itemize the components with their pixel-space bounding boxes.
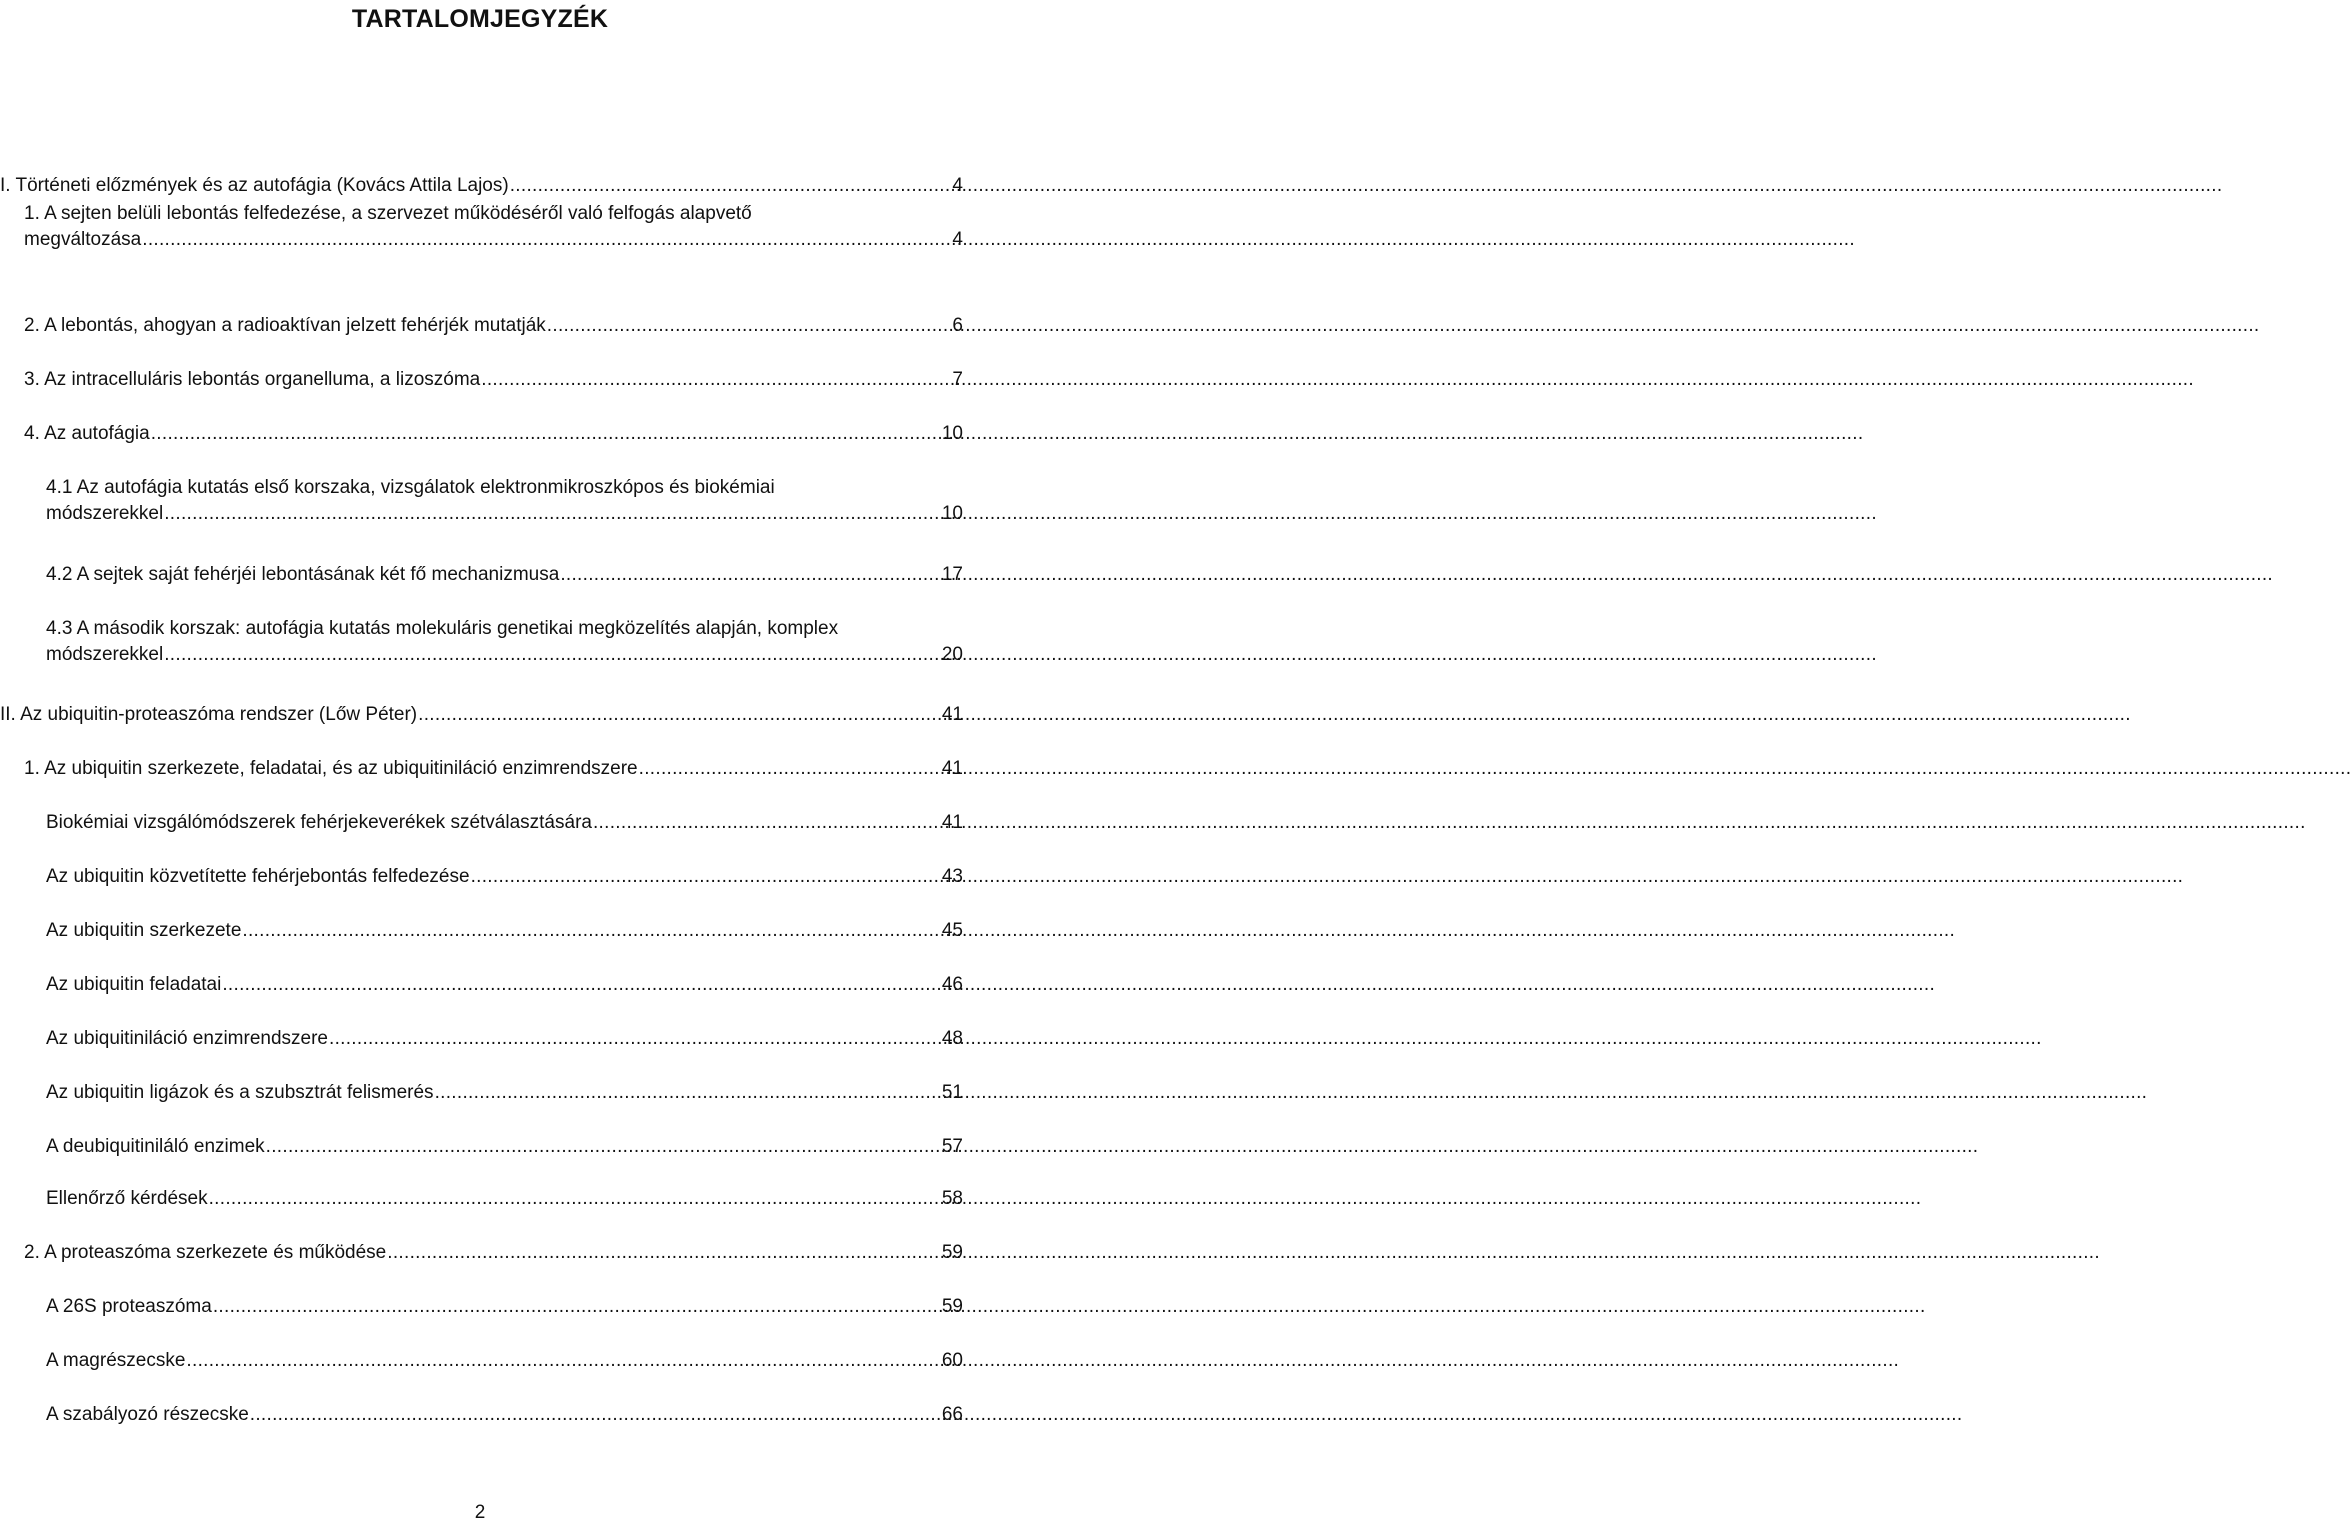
toc-dot-leader [547, 313, 952, 339]
toc-dot-leader [387, 1240, 941, 1266]
toc-entry[interactable] [46, 616, 963, 668]
toc-entry[interactable] [24, 367, 963, 393]
toc-dot-leader [435, 1080, 941, 1106]
toc-entry-page: 43 [941, 866, 963, 887]
toc-dot-leader [242, 918, 940, 944]
toc-entry-page: 60 [941, 1350, 963, 1371]
toc-entry-page: 41 [941, 758, 963, 779]
toc-entry[interactable] [46, 562, 963, 588]
toc-entry-title: A magrészecske [46, 1350, 186, 1371]
toc-entry[interactable] [24, 421, 963, 447]
toc-entry[interactable] [24, 1240, 963, 1266]
toc-entry[interactable] [46, 1026, 963, 1052]
toc-entry-title: 2. A proteaszóma szerkezete és működése [24, 1242, 387, 1263]
toc-entry[interactable] [24, 313, 963, 339]
toc-entry[interactable] [46, 1134, 963, 1160]
toc-entry-page: 20 [941, 644, 963, 665]
page-title: TARTALOMJEGYZÉK [351, 5, 609, 33]
toc-dot-leader [329, 1026, 941, 1052]
toc-dot-leader [151, 421, 941, 447]
toc-entry-title-line1: 1. A sejten belüli lebontás felfedezése, a szervezet működéséről való felfogás alapvető [24, 203, 752, 224]
toc-entry-page: 51 [941, 1082, 963, 1103]
toc-entry-page: 45 [941, 920, 963, 941]
toc-entry[interactable] [46, 918, 963, 944]
toc-entry[interactable] [46, 1402, 963, 1428]
toc-entry-title-line1: 4.3 A második korszak: autofágia kutatás molekuláris genetikai megközelítés alapján, komplex [46, 618, 839, 639]
toc-entry-page: 58 [941, 1188, 963, 1209]
toc-entry[interactable] [46, 1294, 963, 1320]
toc-dot-leader [481, 367, 951, 393]
toc-dot-leader [209, 1186, 941, 1212]
toc-dot-leader [510, 173, 952, 199]
toc-entry-page: 10 [941, 423, 963, 444]
toc-entry[interactable] [46, 1080, 963, 1106]
toc-dot-leader [222, 972, 941, 998]
toc-entry-title: Az ubiquitin közvetítette fehérjebontás felfedezése [46, 866, 470, 887]
toc-entry-page: 46 [941, 974, 963, 995]
toc-entry-title: Az ubiquitin ligázok és a szubsztrát felismerés [46, 1082, 434, 1103]
toc-dot-leader [250, 1402, 941, 1428]
toc-entry[interactable] [46, 475, 963, 527]
toc-entry-page: 48 [941, 1028, 963, 1049]
toc-entry-page: 7 [952, 369, 963, 390]
toc-entry[interactable] [46, 972, 963, 998]
toc-dot-leader [560, 562, 941, 588]
toc-entry-title: módszerekkel [46, 503, 164, 524]
toc-entry-title: 2. A lebontás, ahogyan a radioaktívan jelzett fehérjék mutatják [24, 315, 546, 336]
toc-entry-page: 4 [952, 175, 963, 196]
toc-entry-title: 4. Az autofágia [24, 423, 150, 444]
toc-entry-title: A szabályozó részecske [46, 1404, 249, 1425]
toc-entry-page: 59 [941, 1296, 963, 1317]
toc-entry-page: 41 [941, 704, 963, 725]
toc-entry[interactable] [46, 864, 963, 890]
toc-entry-page: 59 [941, 1242, 963, 1263]
toc-entry-page: 4 [952, 229, 963, 250]
toc-entry[interactable] [24, 756, 963, 782]
toc-entry-title: Biokémiai vizsgálómódszerek fehérjekeverékek szétválasztására [46, 812, 592, 833]
toc-entry-title: 3. Az intracelluláris lebontás organelluma, a lizoszóma [24, 369, 481, 390]
toc-entry-title: Ellenőrző kérdések [46, 1188, 208, 1209]
toc-dot-leader [164, 642, 941, 668]
toc-entry[interactable] [0, 173, 963, 199]
toc-dot-leader [593, 810, 941, 836]
toc-entry-page: 57 [941, 1136, 963, 1157]
toc-entry-title: Az ubiquitiniláció enzimrendszere [46, 1028, 328, 1049]
toc-entry[interactable] [0, 702, 963, 728]
toc-entry-title: Az ubiquitin szerkezete [46, 920, 242, 941]
toc-entry-page: 17 [941, 564, 963, 585]
toc-dot-leader [164, 501, 941, 527]
toc-entry-title: II. Az ubiquitin-proteaszóma rendszer (Lőw Péter) [0, 704, 418, 725]
toc-entry-title: Az ubiquitin feladatai [46, 974, 222, 995]
toc-entry[interactable] [24, 201, 963, 253]
toc-entry-page: 66 [941, 1404, 963, 1425]
toc-entry-title: 1. Az ubiquitin szerkezete, feladatai, és az ubiquitiniláció enzimrendszere [24, 758, 638, 779]
toc-entry-title: módszerekkel [46, 644, 164, 665]
toc-entry-title: megváltozása [24, 229, 142, 250]
toc-dot-leader [639, 756, 941, 782]
toc-entry-title: 4.2 A sejtek saját fehérjéi lebontásának két fő mechanizmusa [46, 564, 560, 585]
toc-dot-leader [266, 1134, 941, 1160]
toc-entry-title: A deubiquitiniláló enzimek [46, 1136, 265, 1157]
toc-entry-page: 6 [952, 315, 963, 336]
toc-dot-leader [213, 1294, 941, 1320]
toc-entry-page: 41 [941, 812, 963, 833]
toc-entry-title: I. Történeti előzmények és az autofágia (Kovács Attila Lajos) [0, 175, 509, 196]
toc-entry-page: 10 [941, 503, 963, 524]
toc-entry-title: A 26S proteaszóma [46, 1296, 212, 1317]
toc-entry[interactable] [46, 1348, 963, 1374]
toc-entry[interactable] [46, 1186, 963, 1212]
toc-dot-leader [142, 227, 951, 253]
toc-dot-leader [471, 864, 941, 890]
toc-dot-leader [418, 702, 941, 728]
page-number: 2 [474, 1502, 486, 1523]
toc-dot-leader [186, 1348, 940, 1374]
toc-entry-title-line1: 4.1 Az autofágia kutatás első korszaka, vizsgálatok elektronmikroszkópos és biokémiai [46, 477, 775, 498]
toc-entry[interactable] [46, 810, 963, 836]
